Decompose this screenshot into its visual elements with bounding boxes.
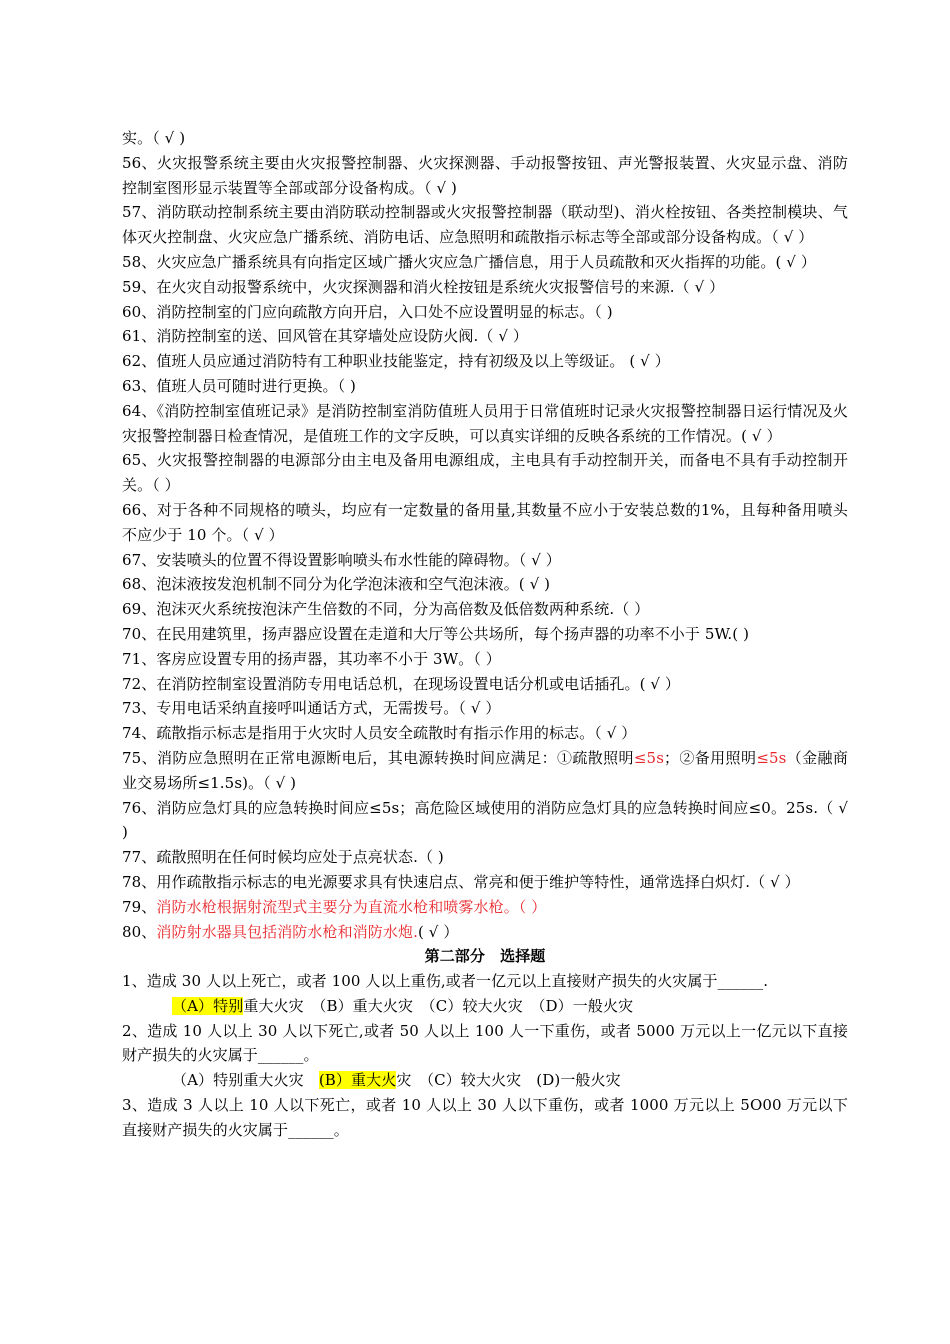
text-run: （A）特别重大火灾 [172,1071,319,1090]
question-item [122,746,848,796]
text-run: 72、在消防控制室设置消防专用电话总机，在现场设置电话分机或电话插孔。( √ ） [122,674,681,693]
true-false-section [122,126,848,944]
text-run: 57、消防联动控制系统主要由消防联动控制器或火灾报警控制器（联动型)、消火栓按钮、各类控制模块、气体灭火控制盘、火灾应急广播系统、消防电话、应急照明和疏散指示标志等全部或部分设备构成。（ √ ） [122,203,848,247]
question-item [122,572,848,597]
answer-options [122,994,848,1019]
text-run: ；②备用照明 [664,748,757,767]
document-body [122,126,848,1143]
text-run: 70、在民用建筑里，扬声器应设置在走道和大厅等公共场所，每个扬声器的功率不小于 5W.( ) [122,624,750,643]
red-text: ≤5s [756,748,787,767]
question-item [122,349,848,374]
question-item [122,920,848,945]
highlighted-answer: （A）特别 [172,996,244,1015]
text-run: 76、消防应急灯具的应急转换时间应≤5s；高危险区域使用的消防应急灯具的应急转换时间应≤0。25s.（ √ ) [122,798,848,842]
question-item [122,845,848,870]
question-item [122,498,848,548]
red-text: 消防射水器具包括消防水枪和消防水炮. [156,922,418,941]
text-run: 63、值班人员可随时进行更换。（ ) [122,376,357,395]
text-run: 68、泡沫液按发泡机制不同分为化学泡沫液和空气泡沫液。( √ ) [122,575,551,594]
question-item [122,622,848,647]
question-item [122,597,848,622]
question-item [122,448,848,498]
question-item [122,374,848,399]
text-run: 58、火灾应急广播系统具有向指定区域广播火灾应急广播信息，用于人员疏散和灭火指挥的功能。( √ ） [122,252,816,271]
text-run: 60、消防控制室的门应向疏散方向开启，入口处不应设置明显的标志。（ ) [122,302,613,321]
multiple-choice-section [122,969,848,1143]
highlighted-answer: (B）重大火 [318,1071,397,1090]
text-run: 75、消防应急照明在正常电源断电后，其电源转换时间应满足：①疏散照明 [122,748,634,767]
text-run: 56、火灾报警系统主要由火灾报警控制器、火灾探测器、手动报警按钮、声光警报装置、火灾显示盘、消防控制室图形显示装置等全部或部分设备构成。（ √ ) [122,153,848,197]
text-run: 59、在火灾自动报警系统中，火灾探测器和消火栓按钮是系统火灾报警信号的来源.（ √ ） [122,277,725,296]
question-item [122,126,848,151]
question-stem: 2、造成 10 人以上 30 人以下死亡,或者 50 人以上 100 人一下重伤，或者 5000 万元以上一亿元以下直接财产损失的火灾属于______。 [122,1021,848,1065]
question-item [122,300,848,325]
text-run: 71、客房应设置专用的扬声器，其功率不小于 3W。（ ） [122,649,501,668]
question-item [122,672,848,697]
text-run: 66、对于各种不同规格的喷头，均应有一定数量的备用量,其数量不应小于安装总数的1%，且每种备用喷头不应少于 10 个。（ √ ） [122,500,848,544]
text-run: 73、专用电话采纳直接呼叫通话方式，无需拨号。（ √ ） [122,699,501,718]
question-item [122,870,848,895]
section-title: 第二部分 选择题 [424,947,546,966]
text-run: 69、泡沫灭火系统按泡沫产生倍数的不同，分为高倍数及低倍数两种系统.（ ） [122,600,650,619]
text-run: ( √ ） [417,922,459,941]
question-item [122,324,848,349]
text-run: 67、安装喷头的位置不得设置影响喷头布水性能的障碍物。（ √ ） [122,550,561,569]
text-run: 62、值班人员应通过消防特有工种职业技能鉴定，持有初级及以上等级证。 ( √ ） [122,352,670,371]
question-item [122,399,848,449]
red-text: ≤5s [633,748,665,767]
text-run: 80、 [122,922,157,941]
question-item [122,200,848,250]
text-run: 78、用作疏散指示标志的电光源要求具有快速启点、常亮和便于维护等特性，通常选择白炽灯.（ √ ） [122,872,800,891]
text-run: 79、 [122,897,157,916]
answer-options [122,1068,848,1093]
question-item [122,721,848,746]
question-item [122,275,848,300]
question-item [122,250,848,275]
question-item [122,647,848,672]
question-item [122,895,848,920]
text-run: 灾 （C）较大火灾 (D)一般火灾 [396,1071,621,1090]
text-run: 77、疏散照明在任何时候均应处于点亮状态.（ ) [122,848,444,867]
text-run: 重大火灾 （B）重大火灾 （C）较大火灾 （D）一般火灾 [243,996,634,1015]
text-run: 64、《消防控制室值班记录》是消防控制室消防值班人员用于日常值班时记录火灾报警控制器日运行情况及火灾报警控制器日检查情况，是值班工作的文字反映，可以真实详细的反映各系统的工作情况。( √ ） [122,401,848,445]
text-run: 74、疏散指示标志是指用于火灾时人员安全疏散时有指示作用的标志。（ √ ） [122,724,637,743]
question-item [122,696,848,721]
text-run: 65、火灾报警控制器的电源部分由主电及备用电源组成，主电具有手动控制开关，而备电不具有手动控制开关。（ ） [122,451,848,495]
red-text: 消防水枪根据射流型式主要分为直流水枪和喷雾水枪。（ ） [156,897,547,916]
question-item [122,796,848,846]
question-stem: 1、造成 30 人以上死亡，或者 100 人以上重伤,或者一亿元以上直接财产损失的火灾属于______. [122,972,769,991]
question-stem: 3、造成 3 人以上 10 人以下死亡，或者 10 人以上 30 人以下重伤，或者 1000 万元以上 5O00 万元以下直接财产损失的火灾属于______。 [122,1096,848,1139]
question-item [122,151,848,201]
question-item [122,548,848,573]
text-run: 实。（ √ ) [122,129,186,147]
text-run: 61、消防控制室的送、回风管在其穿墙处应设防火阀.（ √ ） [122,327,528,346]
text-run: （金融商业交易场所≤1.5s)。（ √ ) [122,748,848,792]
